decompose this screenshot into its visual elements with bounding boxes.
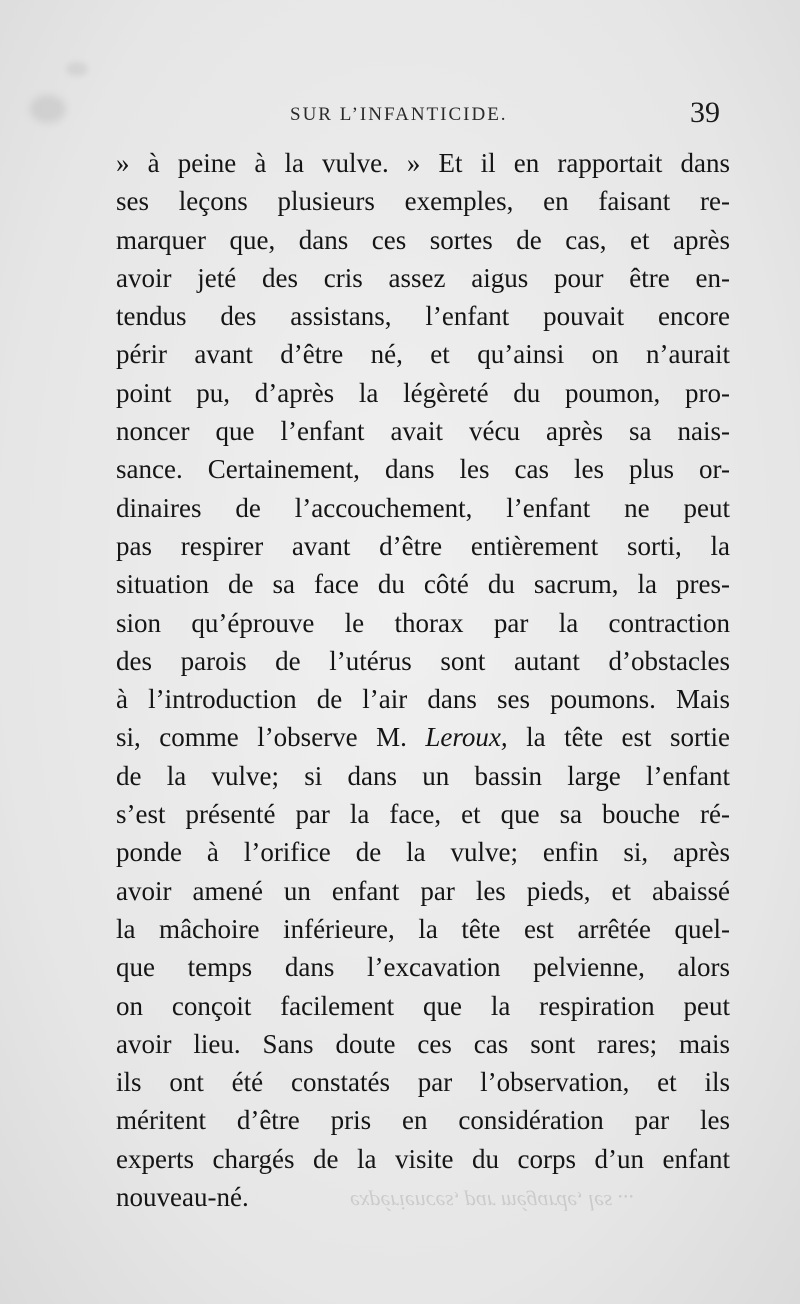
text-line: des parois de l’utérus sont autant d’obstacles — [116, 645, 730, 676]
bleed-through-text: expériences, par mégarde, les ... — [350, 1190, 635, 1215]
text-line: avoir lieu. Sans doute ces cas sont rares; mais — [116, 1028, 730, 1059]
text-line: situation de sa face du côté du sacrum, la pres- — [116, 569, 730, 600]
text-line: périr avant d’être né, et qu’ainsi on n’aurait — [116, 339, 730, 370]
text-line: méritent d’être pris en considération par les — [116, 1105, 730, 1136]
running-head: SUR L’INFANTICIDE. — [290, 104, 508, 125]
ink-smudge — [66, 62, 88, 76]
ink-smudge — [30, 95, 66, 123]
text-line: dinaires de l’accouchement, l’enfant ne peut — [116, 492, 730, 523]
text-line: s’est présenté par la face, et que sa bouche ré- — [116, 799, 730, 830]
text-line: tendus des assistans, l’enfant pouvait encore — [116, 301, 730, 332]
text-line: experts chargés de la visite du corps d’un enfant — [116, 1143, 730, 1174]
text-line: avoir jeté des cris assez aigus pour être en- — [116, 262, 730, 293]
text-line: la mâchoire inférieure, la tête est arrêtée quel- — [116, 913, 730, 944]
text-line: de la vulve; si dans un bassin large l’enfant — [116, 760, 730, 791]
text-line: pas respirer avant d’être entièrement sorti, la — [116, 530, 730, 561]
text-line: nouveau-né. — [116, 1182, 249, 1213]
text-line: ponde à l’orifice de la vulve; enfin si, après — [116, 837, 730, 868]
text-line: point pu, d’après la légèreté du poumon, pro- — [116, 377, 730, 408]
text-segment: si, comme l’observe M. — [116, 722, 426, 753]
text-line-with-italic — [116, 718, 730, 756]
text-line: avoir amené un enfant par les pieds, et abaissé — [116, 875, 730, 906]
text-line: marquer que, dans ces sortes de cas, et après — [116, 224, 730, 255]
text-line: sance. Certainement, dans les cas les plus or- — [116, 454, 730, 485]
author-name-italic: Leroux, — [425, 722, 508, 753]
text-line: à l’introduction de l’air dans ses poumons. Mais — [116, 684, 730, 715]
text-line: on conçoit facilement que la respiration peut — [116, 990, 730, 1021]
text-line: ils ont été constatés par l’observation, et ils — [116, 1067, 730, 1098]
text-segment: la tête est sortie — [507, 722, 731, 753]
page-number: 39 — [690, 96, 720, 129]
body-text — [116, 144, 730, 1216]
text-line: » à peine à la vulve. » Et il en rapportait dans — [116, 148, 730, 178]
text-line: que temps dans l’excavation pelvienne, alors — [116, 952, 730, 983]
text-line: ses leçons plusieurs exemples, en faisant re- — [116, 186, 730, 217]
text-line: noncer que l’enfant avait vécu après sa nais- — [116, 416, 730, 447]
text-line: sion qu’éprouve le thorax par la contraction — [116, 607, 730, 638]
